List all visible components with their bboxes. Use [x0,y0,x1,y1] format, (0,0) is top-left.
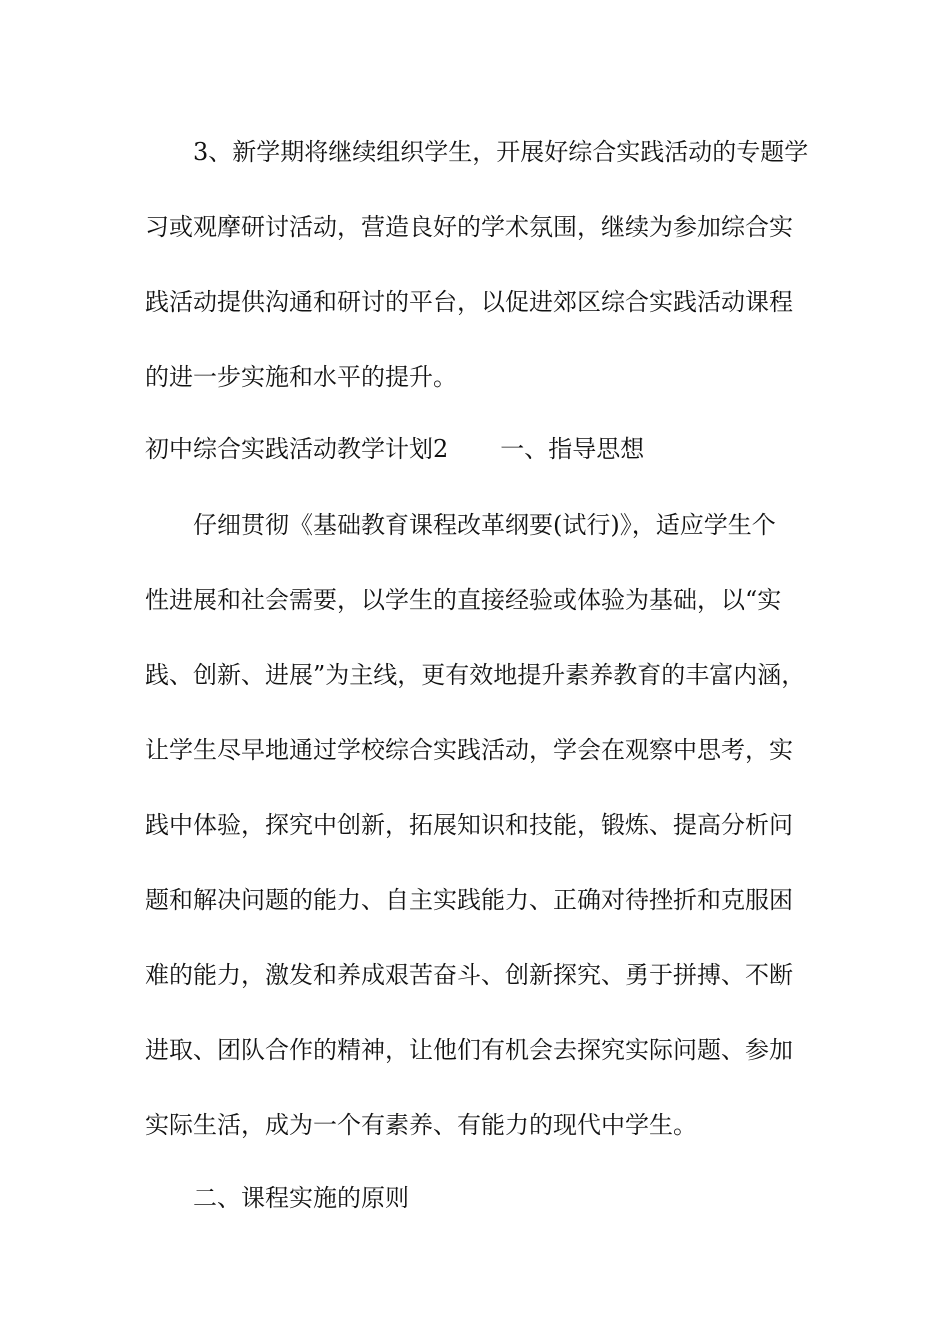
document-title: 初中综合实践活动教学计划2 [145,435,449,463]
paragraph-2-line-3: 践、创新、进展”为主线，更有效地提升素养教育的丰富内涵， [145,661,806,689]
paragraph-1-line-3: 践活动提供沟通和研讨的平台，以促进郊区综合实践活动课程 [145,288,793,316]
paragraph-1-line-2: 习或观摩研讨活动，营造良好的学术氛围，继续为参加综合实 [145,213,793,241]
paragraph-2-line-8: 进取、团队合作的精神，让他们有机会去探究实际问题、参加 [145,1036,793,1064]
section-heading-guiding-thought: 一、指导思想 [500,435,645,463]
paragraph-2-line-1: 仔细贯彻《基础教育课程改革纲要(试行)》，适应学生个 [193,511,776,539]
paragraph-1-line-1: 3、新学期将继续组织学生，开展好综合实践活动的专题学 [193,138,809,166]
section-heading-principles: 二、课程实施的原则 [193,1184,409,1212]
section-title-line [145,434,644,464]
paragraph-2-line-6: 题和解决问题的能力、自主实践能力、正确对待挫折和克服困 [145,886,793,914]
paragraph-1-line-4: 的进一步实施和水平的提升。 [145,363,457,391]
paragraph-2-line-5: 践中体验，探究中创新，拓展知识和技能，锻炼、提高分析问 [145,811,793,839]
paragraph-2-line-4: 让学生尽早地通过学校综合实践活动，学会在观察中思考，实 [145,736,793,764]
paragraph-2-line-9: 实际生活，成为一个有素养、有能力的现代中学生。 [145,1111,697,1139]
paragraph-2-line-2: 性进展和社会需要，以学生的直接经验或体验为基础，以“实 [145,586,782,614]
paragraph-2-line-7: 难的能力，激发和养成艰苦奋斗、创新探究、勇于拼搏、不断 [145,961,793,989]
